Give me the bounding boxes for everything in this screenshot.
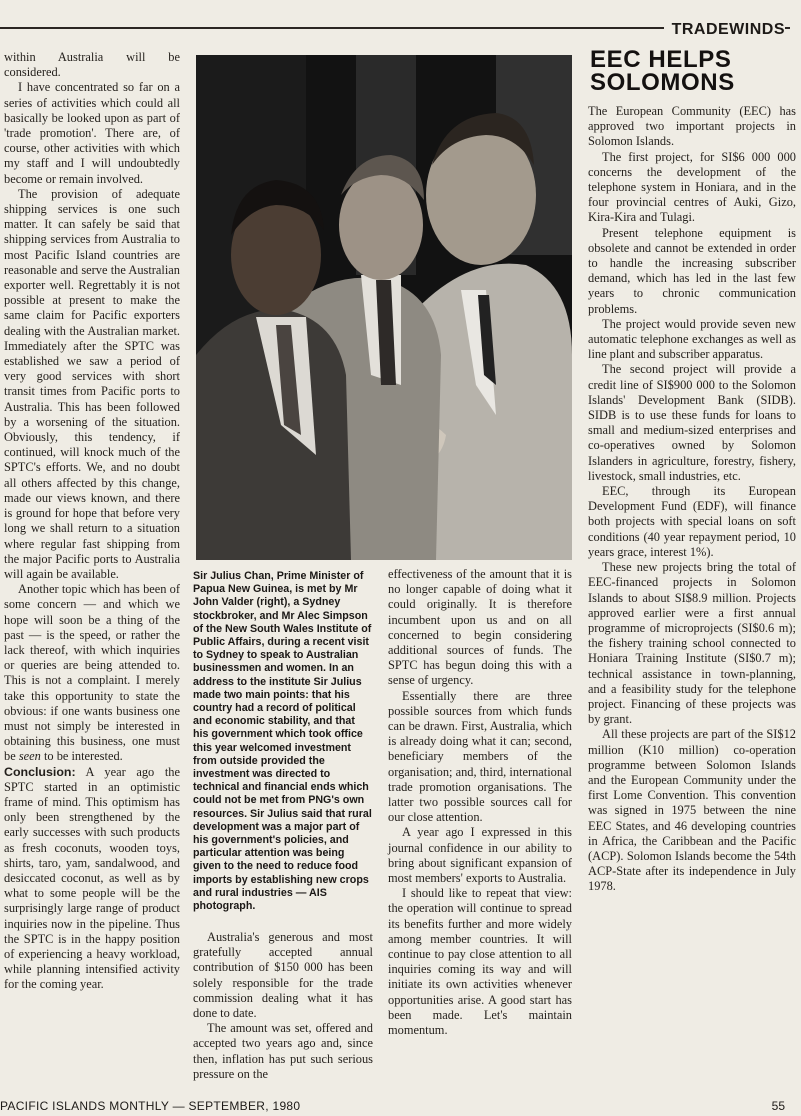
section-label: TRADEWINDS xyxy=(664,20,785,40)
headline-line-2: SOLOMONS xyxy=(590,69,735,96)
paragraph: EEC, through its European Development Fund (EDF), will finance both projects with special loans on soft conditions (40 year repayment period, 10 years grace, interest 1%). xyxy=(588,484,796,559)
conclusion-lead: Conclusion: xyxy=(4,764,76,779)
paragraph: effectiveness of the amount that it is no longer capable of doing what it could originally. It is therefore incumbent upon us and on all concerned to begin considering additional sources of funds. The SPTC has begun doing this with a sense of urgency. xyxy=(388,567,572,688)
photo-caption: Sir Julius Chan, Prime Minister of Papua New Guinea, is met by Mr John Valder (right), a Sydney stockbroker, and Mr Alec Simpson of the New South Wales Institute of Public Affairs, during a recent visit to Sydney to speak to Australian businessmen and women. In an address to the institute Sir Julius made two main points: that his country had a record of political and economic stability, and that his government which took office this year welcomed investment from outside provided the investment was directed to technical and financial ends which could not be met from PNG's own resources. Sir Julius said that rural development was a major part of his government's policies, and particular attention was being given to the need to reduce food imports by establishing new crops and rural industries — AIS photograph. xyxy=(193,570,372,913)
paragraph-text: A year ago the SPTC started in an optimistic frame of mind. This optimism has only been strengthened by the early successes with such products as fresh coconuts, wooden toys, shirts, taro, yam, sandalwood, and desiccated coconut, as well as by what to some people will be the surprisingly large range of product inquiries now in the pipeline. Thus the SPTC is in the happy position of experiencing a heavy workload, while planning intensified activity for the coming year. xyxy=(4,764,180,992)
paragraph: All these projects are part of the SI$12 million (K10 million) co-operation programme between Solomon Islands and the European Community under the first Lome Convention. This convention was signed in 1975 between the nine EEC States, and 46 developing countries in Africa, the Caribbean and the Pacific (ACP). Solomon Islands become the 54th ACP-State after its independence in July 1978. xyxy=(588,727,796,894)
paragraph: The amount was set, offered and accepted two years ago and, since then, inflation has put such serious pressure on the xyxy=(193,1021,373,1081)
publication-footer: PACIFIC ISLANDS MONTHLY — SEPTEMBER, 1980 xyxy=(0,1099,301,1113)
headline-line-1: EEC HELPS xyxy=(590,46,732,73)
paragraph: These new projects bring the total of EEC-financed projects in Solomon Islands to about SI$8.9 million. Projects approved earlier were a first annual programme of microprojects (SI$0.6 m); the fishery training school connected to Honiara Training Institute (SI$0.7 m); technical assistance in town-planning, and a feasibility study for the telephone project. Financing of these projects was by grant. xyxy=(588,560,796,727)
column-2-text xyxy=(193,930,373,1090)
paragraph xyxy=(4,582,180,764)
paragraph: The second project will provide a credit line of SI$900 000 to the Solomon Islands' Development Bank (SIDB). SIDB is to use these funds for loans to small and medium-sized enterprises and co-operatives owned by Solomon Islanders in agriculture, forestry, fishery, livestock, small industries, etc. xyxy=(588,362,796,483)
paragraph: The provision of adequate shipping services is one such matter. It can safely be said that shipping services from Australia to most Pacific Island countries are reasonable and serve the Australian exporter well. Regrettably it is not possible at present to make the same claim for Pacific exporters dealing with the Australian market. Immediately after the SPTC was established we saw a period of very good services with short transit times from Pacific ports to Australia. This has been followed by a worsening of the situation. Obviously, this tendency, if continued, will knock much of the SPTC's efforts. We, and no doubt all others affected by this change, made our views known, and there is ground for hope that before very long we shall return to a situation where regular fast shipping from the major Pacific ports to Australia will again be available. xyxy=(4,186,180,581)
paragraph-text: Another topic which has been of some concern — and which we hope will soon be a thing of the past — is the speed, or rather the lack thereof, with which inquiries or queries are being attended to. This is not a complaint. I merely take this opportunity to state the obvious: if one wants business one must not simply be interested in obtaining this business, one must be xyxy=(4,582,180,764)
paragraph: The project would provide seven new automatic telephone exchanges as well as line plant and subscriber apparatus. xyxy=(588,316,796,362)
paragraph: within Australia will be considered. xyxy=(4,50,180,80)
paragraph-text: to be interested. xyxy=(43,749,123,764)
emphasis: seen xyxy=(18,749,41,764)
paragraph: Australia's generous and most gratefully accepted annual contribution of $150 000 has been solely responsible for the trade commission dealing what it has done to date. xyxy=(193,930,373,1021)
page-number: 55 xyxy=(771,1099,785,1113)
paragraph: Present telephone equipment is obsolete and cannot be extended in order to handle the increasing subscriber demand, which has led in the last few years to chronic communication problems. xyxy=(588,225,796,316)
paragraph: The European Community (EEC) has approved two important projects in Solomon Islands. xyxy=(588,104,796,149)
column-3 xyxy=(388,567,572,1089)
photograph xyxy=(196,55,572,560)
photo-illustration xyxy=(196,55,572,560)
paragraph: I should like to repeat that view: the operation will continue to spread its benefits further and more widely among member countries. It will continue to pay close attention to all inquiries coming its way and will initiate its own activities whenever opportunities arise. A good start has been made. Let's maintain momentum. xyxy=(388,886,572,1038)
paragraph xyxy=(4,765,180,993)
article-headline xyxy=(590,48,790,94)
paragraph: A year ago I expressed in this journal confidence in our ability to bring about significant expansion of most members' exports to Australia. xyxy=(388,825,572,886)
paragraph: I have concentrated so far on a series of activities which could all basically be looked upon as part of 'trade promotion'. There are, of course, other activities with which my staff and I will undoubtedly become or remain involved. xyxy=(4,80,180,186)
paragraph: Essentially there are three possible sources from which funds can be drawn. First, Australia, which is already doing what it can; second, beneficiary members of the organisation; and, third, international trade promotion organisations. The latter two possible sources call for our close attention. xyxy=(388,688,572,825)
column-1 xyxy=(4,50,180,1090)
paragraph: The first project, for SI$6 000 000 concerns the development of the telephone system in Honiara, and in the four provincial centres of Auki, Gizo, Kira-Kira and Tulagi. xyxy=(588,149,796,225)
column-4 xyxy=(588,104,796,1090)
